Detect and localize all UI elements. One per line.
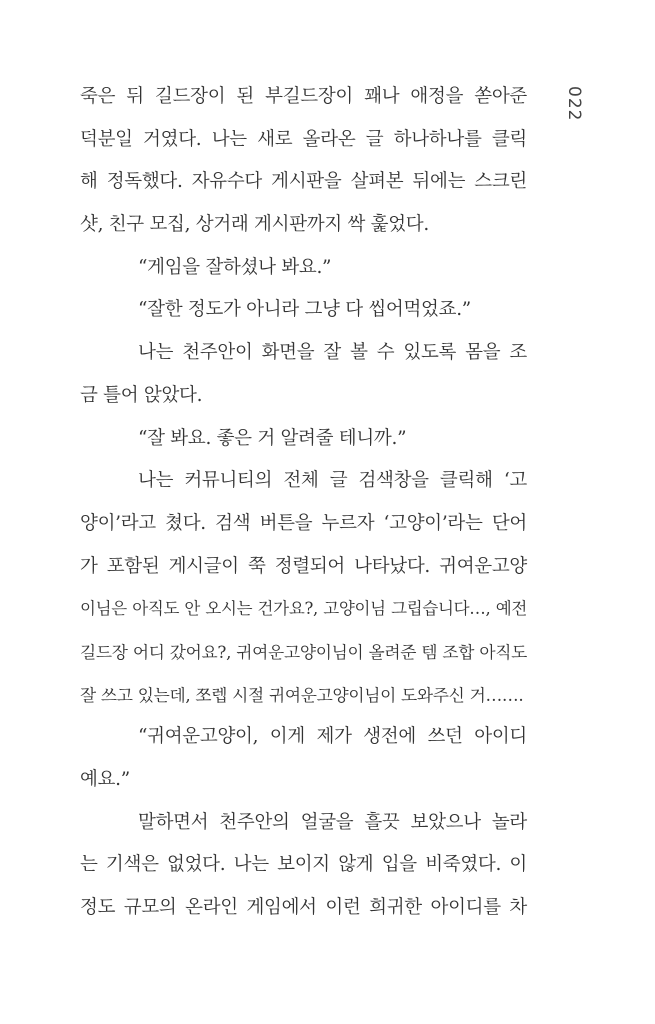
text-line: 덕분일 거였다. 나는 새로 올라온 글 하나하나를 클릭 bbox=[80, 128, 527, 150]
text-line: 가 포함된 게시글이 쭉 정렬되어 나타났다. 귀여운고양 bbox=[80, 555, 527, 577]
text-line: 나는 커뮤니티의 전체 글 검색창을 클릭해 ‘고 bbox=[138, 470, 527, 492]
text-line: 정도 규모의 온라인 게임에서 이런 희귀한 아이디를 차 bbox=[80, 897, 527, 919]
text-line: “잘 봐요. 좋은 거 알려줄 테니까.” bbox=[138, 427, 407, 449]
text-line: 예요.” bbox=[80, 769, 130, 790]
text-line: 나는 천주안이 화면을 잘 볼 수 있도록 몸을 조 bbox=[138, 342, 527, 364]
page-number: 022 bbox=[564, 86, 584, 122]
text-line: 이님은 아직도 안 오시는 건가요?, 고양이님 그립습니다…, 예전 bbox=[80, 599, 527, 619]
body-text bbox=[80, 76, 527, 930]
text-line: “귀여운고양이, 이게 제가 생전에 쓰던 아이디 bbox=[138, 726, 527, 748]
text-line: 샷, 친구 모집, 상거래 게시판까지 싹 훑었다. bbox=[80, 214, 429, 236]
text-line: 양이’라고 쳤다. 검색 버튼을 누르자 ‘고양이’라는 단어 bbox=[80, 512, 527, 534]
text-line: 잘 쓰고 있는데, 쪼렙 시절 귀여운고양이님이 도와주신 거……. bbox=[80, 684, 524, 705]
text-line: 해 정독했다. 자유수다 게시판을 살펴본 뒤에는 스크린 bbox=[80, 171, 527, 193]
text-line: “잘한 정도가 아니라 그냥 다 씹어먹었죠.” bbox=[138, 299, 471, 321]
text-line: 는 기색은 없었다. 나는 보이지 않게 입을 비죽였다. 이 bbox=[80, 854, 527, 876]
text-line: 금 틀어 앉았다. bbox=[80, 384, 203, 406]
text-line: “게임을 잘하셨나 봐요.” bbox=[138, 256, 332, 278]
text-line: 죽은 뒤 길드장이 된 부길드장이 꽤나 애정을 쏟아준 bbox=[80, 86, 527, 107]
text-line: 길드장 어디 갔어요?, 귀여운고양이님이 올려준 템 조합 아직도 bbox=[80, 641, 527, 662]
text-line: 말하면서 천주안의 얼굴을 흘끗 보았으나 놀라 bbox=[138, 811, 527, 833]
